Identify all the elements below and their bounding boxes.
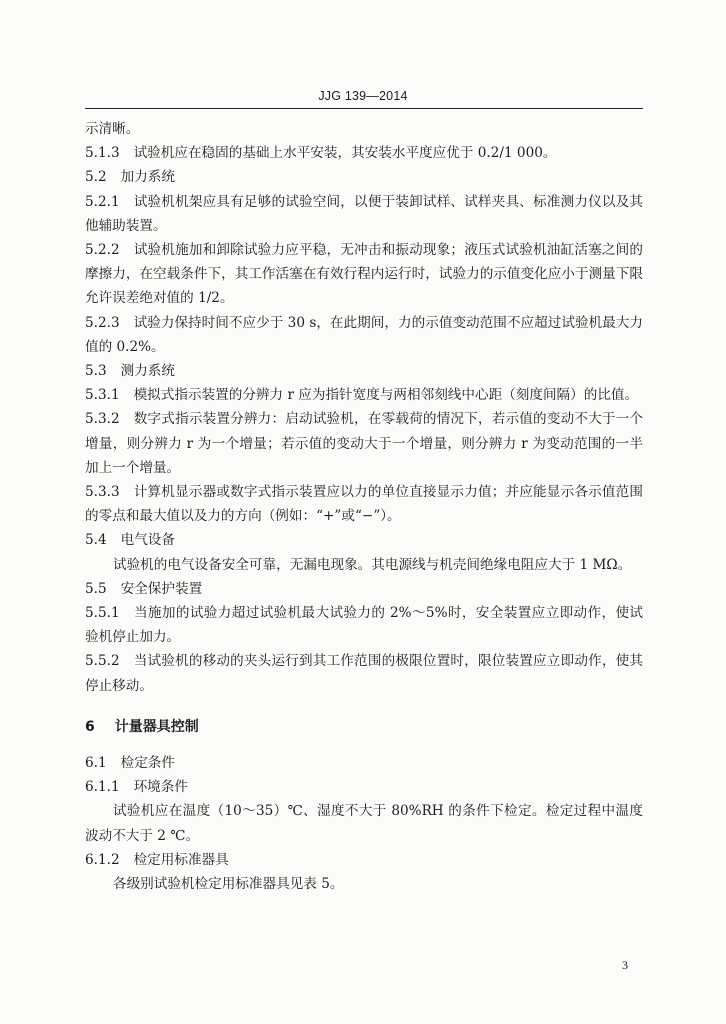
section-5-2-heading — [85, 165, 643, 189]
clause-5-2-1 — [85, 190, 643, 238]
clause-text: 检定用标准器具 — [133, 851, 229, 868]
clause-number: 5.3 — [85, 363, 107, 380]
clause-number: 5.1.3 — [85, 145, 120, 162]
clause-5-5-1 — [85, 601, 643, 649]
section-6-1-1-heading — [85, 775, 643, 799]
document-body — [85, 117, 643, 896]
clause-5-3-1 — [85, 383, 643, 407]
clause-number: 5.3.2 — [85, 411, 120, 428]
clause-number: 5.2.2 — [85, 242, 120, 259]
section-5-4-heading — [85, 528, 643, 552]
clause-5-5-2 — [85, 649, 643, 697]
clause-5-3-3 — [85, 480, 643, 528]
clause-text: 试验机施加和卸除试验力应平稳，无冲击和振动现象；液压式试验机油缸活塞之间的摩擦力，在空载条件下，其工作活塞在有效行程内运行时，试验力的示值变化应小于测量下限允许误差绝对值的 1/2。 — [85, 242, 643, 307]
clause-text: 检定条件 — [120, 755, 175, 772]
section-6-1-heading — [85, 751, 643, 775]
clause-text: 电气设备 — [120, 532, 175, 549]
section-6-1-2-heading — [85, 848, 643, 872]
clause-number: 5.5.1 — [85, 605, 120, 622]
clause-number: 5.3.1 — [85, 387, 120, 404]
clause-number: 6.1.1 — [85, 779, 120, 796]
clause-text: 试验力保持时间不应少于 30 s，在此期间，力的示值变动范围不应超过试验机最大力值的 0.2%。 — [85, 314, 643, 355]
section-5-5-heading — [85, 577, 643, 601]
clause-5-2-2 — [85, 238, 643, 311]
clause-text: 试验机应在稳固的基础上水平安装，其安装水平度应优于 0.2/1 000。 — [133, 145, 557, 162]
chapter-number: 6 — [85, 718, 95, 735]
clause-text: 模拟式指示装置的分辨力 r 应为指针宽度与两相邻刻线中心距（刻度间隔）的比值。 — [133, 387, 639, 404]
paragraph-continuation: 示清晰。 — [85, 121, 140, 137]
clause-number: 6.1 — [85, 755, 107, 772]
paragraph-environment: 试验机应在温度（10～35）℃、湿度不大于 80%RH 的条件下检定。检定过程中温度波动不大于 2 ℃。 — [85, 803, 643, 844]
header-rule — [85, 108, 643, 109]
clause-text: 数字式指示装置分辨力：启动试验机，在零载荷的情况下，若示值的变动不大于一个增量，则分辨力 r 为一个增量；若示值的变动大于一个增量，则分辨力 r 为变动范围的一半加上一个增量。 — [85, 411, 643, 476]
standard-code: JJG 139—2014 — [318, 89, 408, 103]
section-5-3-heading — [85, 359, 643, 383]
clause-number: 5.5 — [85, 580, 107, 597]
page-number: 3 — [622, 958, 628, 972]
clause-text: 当施加的试验力超过试验机最大试验力的 2%～5%时，安全装置应立即动作，使试验机停止加力。 — [85, 605, 643, 646]
clause-number: 5.2.3 — [85, 314, 120, 331]
clause-5-1-3 — [85, 141, 643, 165]
clause-number: 5.2 — [85, 169, 107, 186]
clause-text: 测力系统 — [120, 363, 175, 380]
clause-number: 6.1.2 — [85, 851, 120, 868]
clause-text: 计算机显示器或数字式指示装置应以力的单位直接显示力值；并应能显示各示值范围的零点和最大值以及力的方向（例如：“+”或“−”）。 — [85, 484, 643, 525]
clause-5-3-2 — [85, 407, 643, 480]
clause-text: 安全保护装置 — [120, 580, 203, 597]
clause-text: 加力系统 — [120, 169, 175, 186]
clause-text: 当试验机的移动的夹头运行到其工作范围的极限位置时，限位装置应立即动作，使其停止移动。 — [85, 653, 643, 694]
clause-number: 5.2.1 — [85, 193, 120, 210]
clause-text: 环境条件 — [133, 779, 188, 796]
paragraph-electrical: 试验机的电气设备安全可靠，无漏电现象。其电源线与机壳间绝缘电阻应大于 1 MΩ。 — [113, 556, 632, 573]
clause-number: 5.4 — [85, 532, 107, 549]
clause-number: 5.5.2 — [85, 653, 120, 670]
clause-5-2-3 — [85, 311, 643, 359]
chapter-6-heading — [85, 715, 643, 739]
chapter-title: 计量器具控制 — [114, 718, 199, 735]
clause-number: 5.3.3 — [85, 484, 120, 501]
clause-text: 试验机机架应具有足够的试验空间，以便于装卸试样、试样夹具、标准测力仪以及其他辅助装置。 — [85, 193, 643, 234]
paragraph-standards: 各级别试验机检定用标准器具见表 5。 — [113, 876, 344, 893]
